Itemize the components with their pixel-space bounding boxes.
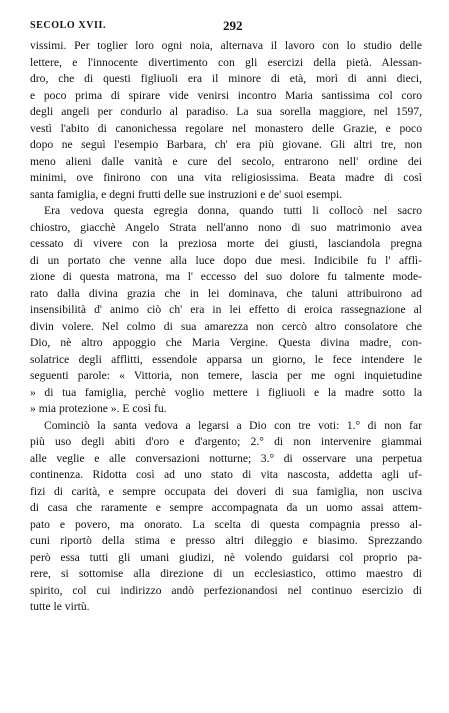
- running-head: SECOLO XVII.: [30, 20, 107, 31]
- text-line: rere, si sottomise alla direzione di un ecclesiastico, ottimo maestro di: [30, 567, 422, 580]
- text-line: alle veglie e alle conversazioni notturne; 3.° di osservare una perpetua: [30, 451, 422, 465]
- text-line: minimi, ove finirono con una vita religiosissima. Beata madre di così: [30, 171, 422, 184]
- text-line: più uso degli abiti d'oro e d'argento; 2.° di non intervenire giammai: [30, 435, 422, 448]
- page-header: [30, 18, 419, 34]
- text-line: » di tua famiglia, perchè voglio mettere i figliuoli e la madre sotto la: [30, 385, 422, 399]
- text-line: fizi di carità, e sempre occupata dei doveri di sua famiglia, non usciva: [30, 484, 422, 498]
- text-line: vissimi. Per toglier loro ogni noia, alternava il lavoro con lo studio delle: [30, 39, 422, 52]
- body-text: [30, 38, 422, 616]
- text-line: vestì l'abito di canonichessa regolare nel monastero delle Grazie, e poco: [30, 121, 422, 135]
- text-line: cessato di vivere con la preziosa morte dei giusti, lasciandola pregna: [30, 237, 422, 250]
- text-line: degli angeli per condurlo al paradiso. La sua sorella maggiore, nel 1597,: [30, 105, 422, 118]
- paragraph: [30, 203, 422, 418]
- text-line: Era vedova questa egregia donna, quando tutti li collocò nel sacro: [44, 204, 422, 217]
- text-line: rato dalla divina grazia che in lei dominava, che taluni attribuirono ad: [30, 286, 422, 300]
- page-number: 292: [223, 18, 243, 33]
- text-line: chiostro, giacchè Angelo Strata nell'anno nono di suo matrimonio avea: [30, 220, 422, 234]
- text-line: divin volere. Nel colmo di sua amarezza non cercò altro consolatore che: [30, 319, 422, 333]
- text-line: meno alieni dalle vanità e cure del secolo, entrarono nell' ordine dei: [30, 154, 422, 168]
- text-line: e poco prima di spirare vide venirsi incontro Maria santissima col coro: [30, 88, 422, 102]
- text-line: lettere, e l'innocente divertimento con gli esercizi della pietà. Alessan-: [30, 55, 422, 69]
- text-line: di un portato che venne alla luce dopo due mesi. Indicibile fu l' afflì-: [30, 253, 422, 267]
- text-line: seguenti parole: « Vittoria, non temere, lascia per me ogni inquietudine: [30, 369, 422, 382]
- paragraph: [30, 38, 422, 203]
- text-line: » mia protezione ». E così fu.: [30, 402, 167, 415]
- text-line: Cominciò la santa vedova a legarsi a Dio con tre voti: 1.° di non far: [44, 418, 422, 432]
- text-line: pato e povero, ma onorato. La scelta di questa compagnia presso al-: [30, 517, 422, 531]
- text-line: solatrice degli afflitti, essendole apparsa un giorno, le fece intendere le: [30, 352, 422, 366]
- text-line: Dio, nè altro appoggio che Maria Vergine. Questa divina madre, con-: [30, 336, 422, 349]
- text-line: continenza. Ridotta così ad uno stato di vita nascosta, addetta agli uf-: [30, 468, 422, 481]
- text-line: insensibilità d' animo ciò ch' era in lei effetto di eroica rassegnazione al: [30, 303, 422, 316]
- text-line: dro, che di questi figliuoli era il minore di età, morì di anni dieci,: [30, 72, 422, 85]
- text-line: di casa che raramente e sempre accompagnata da un uomo assai attem-: [30, 501, 422, 514]
- text-line: però essa tutti gli umani giudizi, nè volendo guidarsi col proprio pa-: [30, 550, 422, 564]
- text-line: cuni riportò della stima e presso altri dileggio e biasimo. Sprezzando: [30, 534, 422, 547]
- text-line: spirito, col cui indirizzo andò perfezionandosi nel continuo esercizio di: [30, 583, 422, 597]
- paragraph: [30, 418, 422, 616]
- text-line: zione di questa matrona, ma l' eccesso del suo dolore fu talmente mode-: [30, 270, 422, 283]
- text-line: dopo ne seguì l'esempio Barbara, ch' era più giovane. Gli altri tre, non: [30, 138, 422, 151]
- text-line: tutte le virtù.: [30, 600, 90, 613]
- text-line: santa famiglia, e degni frutti delle sue instruzioni e de' suoi esempi.: [30, 187, 343, 201]
